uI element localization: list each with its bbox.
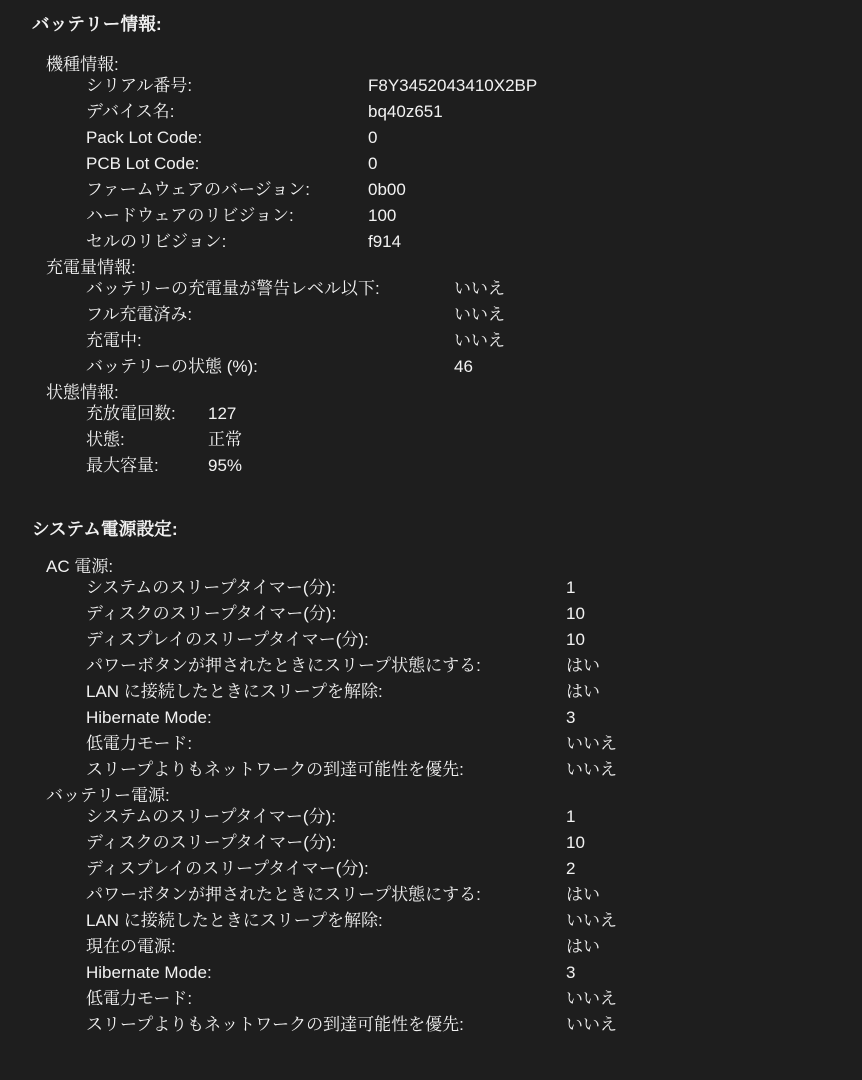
info-value: いいえ [454, 278, 505, 298]
group-charge-info [0, 259, 862, 384]
info-label: 低電力モード: [86, 734, 193, 753]
info-value: 100 [368, 205, 397, 225]
info-row [0, 207, 862, 233]
info-row [0, 990, 862, 1016]
info-row [0, 735, 862, 761]
info-label: ファームウェアのバージョン: [86, 179, 311, 199]
info-label: システムのスリープタイマー(分): [86, 578, 336, 597]
info-label: ハードウェアのリビジョン: [86, 205, 294, 225]
info-value: 3 [566, 708, 576, 727]
info-value: いいえ [454, 330, 505, 350]
group-title: 充電量情報: [46, 257, 136, 277]
battery-groups [0, 56, 862, 483]
info-row [0, 332, 862, 358]
info-value: いいえ [566, 734, 617, 753]
group-ac-power [0, 558, 862, 787]
info-row [0, 405, 862, 431]
info-value: いいえ [566, 911, 617, 930]
info-row [0, 155, 862, 181]
info-label: ディスクのスリープタイマー(分): [86, 833, 337, 852]
info-label: Hibernate Mode: [86, 963, 212, 982]
group-title: バッテリー電源: [46, 786, 170, 805]
info-row [0, 761, 862, 787]
info-label: セルのリビジョン: [86, 231, 227, 251]
group-title: AC 電源: [46, 557, 114, 576]
group-health-info [0, 384, 862, 483]
info-label: PCB Lot Code: [86, 153, 200, 173]
group-model-info [0, 56, 862, 259]
info-label: パワーボタンが押されたときにスリープ状態にする: [86, 885, 481, 904]
group-battery-power [0, 787, 862, 1042]
info-label: 充放電回数: [86, 403, 176, 423]
info-label: 低電力モード: [86, 989, 193, 1008]
info-label: 最大容量: [86, 455, 159, 475]
info-label: 状態: [86, 429, 125, 449]
info-row [0, 103, 862, 129]
info-value: 10 [566, 604, 585, 623]
info-row [0, 579, 862, 605]
info-value: はい [566, 656, 600, 675]
info-row [0, 233, 862, 259]
info-row [0, 709, 862, 735]
power-settings-groups [0, 558, 862, 1042]
info-label: LAN に接続したときにスリープを解除: [86, 911, 383, 930]
info-value: はい [566, 937, 600, 956]
info-row [0, 834, 862, 860]
info-label: 現在の電源: [86, 937, 176, 956]
info-value: F8Y3452043410X2BP [368, 75, 538, 95]
info-label: スリープよりもネットワークの到達可能性を優先: [86, 760, 464, 779]
info-value: いいえ [566, 1015, 617, 1034]
info-row [0, 1016, 862, 1042]
info-value: 1 [566, 578, 576, 597]
info-label: Hibernate Mode: [86, 708, 212, 727]
info-row [0, 938, 862, 964]
group-title: 機種情報: [46, 54, 119, 74]
info-row [0, 306, 862, 332]
info-value: いいえ [566, 760, 617, 779]
info-value: 95% [208, 455, 243, 475]
battery-section-title: バッテリー情報: [32, 14, 162, 34]
info-value: いいえ [454, 304, 505, 324]
power-settings-section-title: システム電源設定: [32, 518, 178, 539]
info-value: 2 [566, 859, 576, 878]
info-label: 充電中: [86, 330, 142, 350]
info-label: シリアル番号: [86, 75, 193, 95]
info-label: ディスクのスリープタイマー(分): [86, 604, 337, 623]
info-row [0, 631, 862, 657]
info-label: スリープよりもネットワークの到達可能性を優先: [86, 1015, 464, 1034]
power-settings-section [0, 518, 862, 1043]
battery-section [0, 16, 862, 483]
info-row [0, 181, 862, 207]
info-value: 0 [368, 153, 378, 173]
info-row [0, 912, 862, 938]
info-label: ディスプレイのスリープタイマー(分): [86, 859, 369, 878]
info-row [0, 860, 862, 886]
info-row [0, 358, 862, 384]
info-label: フル充電済み: [86, 304, 193, 324]
info-value: はい [566, 885, 600, 904]
info-row [0, 683, 862, 709]
info-value: bq40z651 [368, 101, 443, 121]
info-value: はい [566, 682, 600, 701]
info-value: 10 [566, 833, 585, 852]
info-value: 正常 [208, 429, 242, 449]
info-row [0, 431, 862, 457]
info-value: f914 [368, 231, 402, 251]
info-label: バッテリーの充電量が警告レベル以下: [86, 278, 380, 298]
info-value: 127 [208, 403, 237, 423]
info-row [0, 77, 862, 103]
info-value: 1 [566, 807, 576, 826]
info-value: 0b00 [368, 179, 406, 199]
info-value: 46 [454, 356, 473, 376]
info-label: システムのスリープタイマー(分): [86, 807, 336, 826]
info-label: パワーボタンが押されたときにスリープ状態にする: [86, 656, 481, 675]
group-title: 状態情報: [46, 382, 119, 402]
info-value: 3 [566, 963, 576, 982]
info-label: ディスプレイのスリープタイマー(分): [86, 630, 369, 649]
info-row [0, 280, 862, 306]
info-value: 0 [368, 127, 378, 147]
info-row [0, 886, 862, 912]
info-row [0, 457, 862, 483]
info-label: LAN に接続したときにスリープを解除: [86, 682, 383, 701]
info-label: Pack Lot Code: [86, 127, 203, 147]
info-row [0, 964, 862, 990]
info-row [0, 657, 862, 683]
info-value: 10 [566, 630, 585, 649]
info-row [0, 605, 862, 631]
info-label: バッテリーの状態 (%): [86, 356, 258, 376]
info-label: デバイス名: [86, 101, 175, 121]
info-row [0, 129, 862, 155]
info-value: いいえ [566, 989, 617, 1008]
info-row [0, 808, 862, 834]
